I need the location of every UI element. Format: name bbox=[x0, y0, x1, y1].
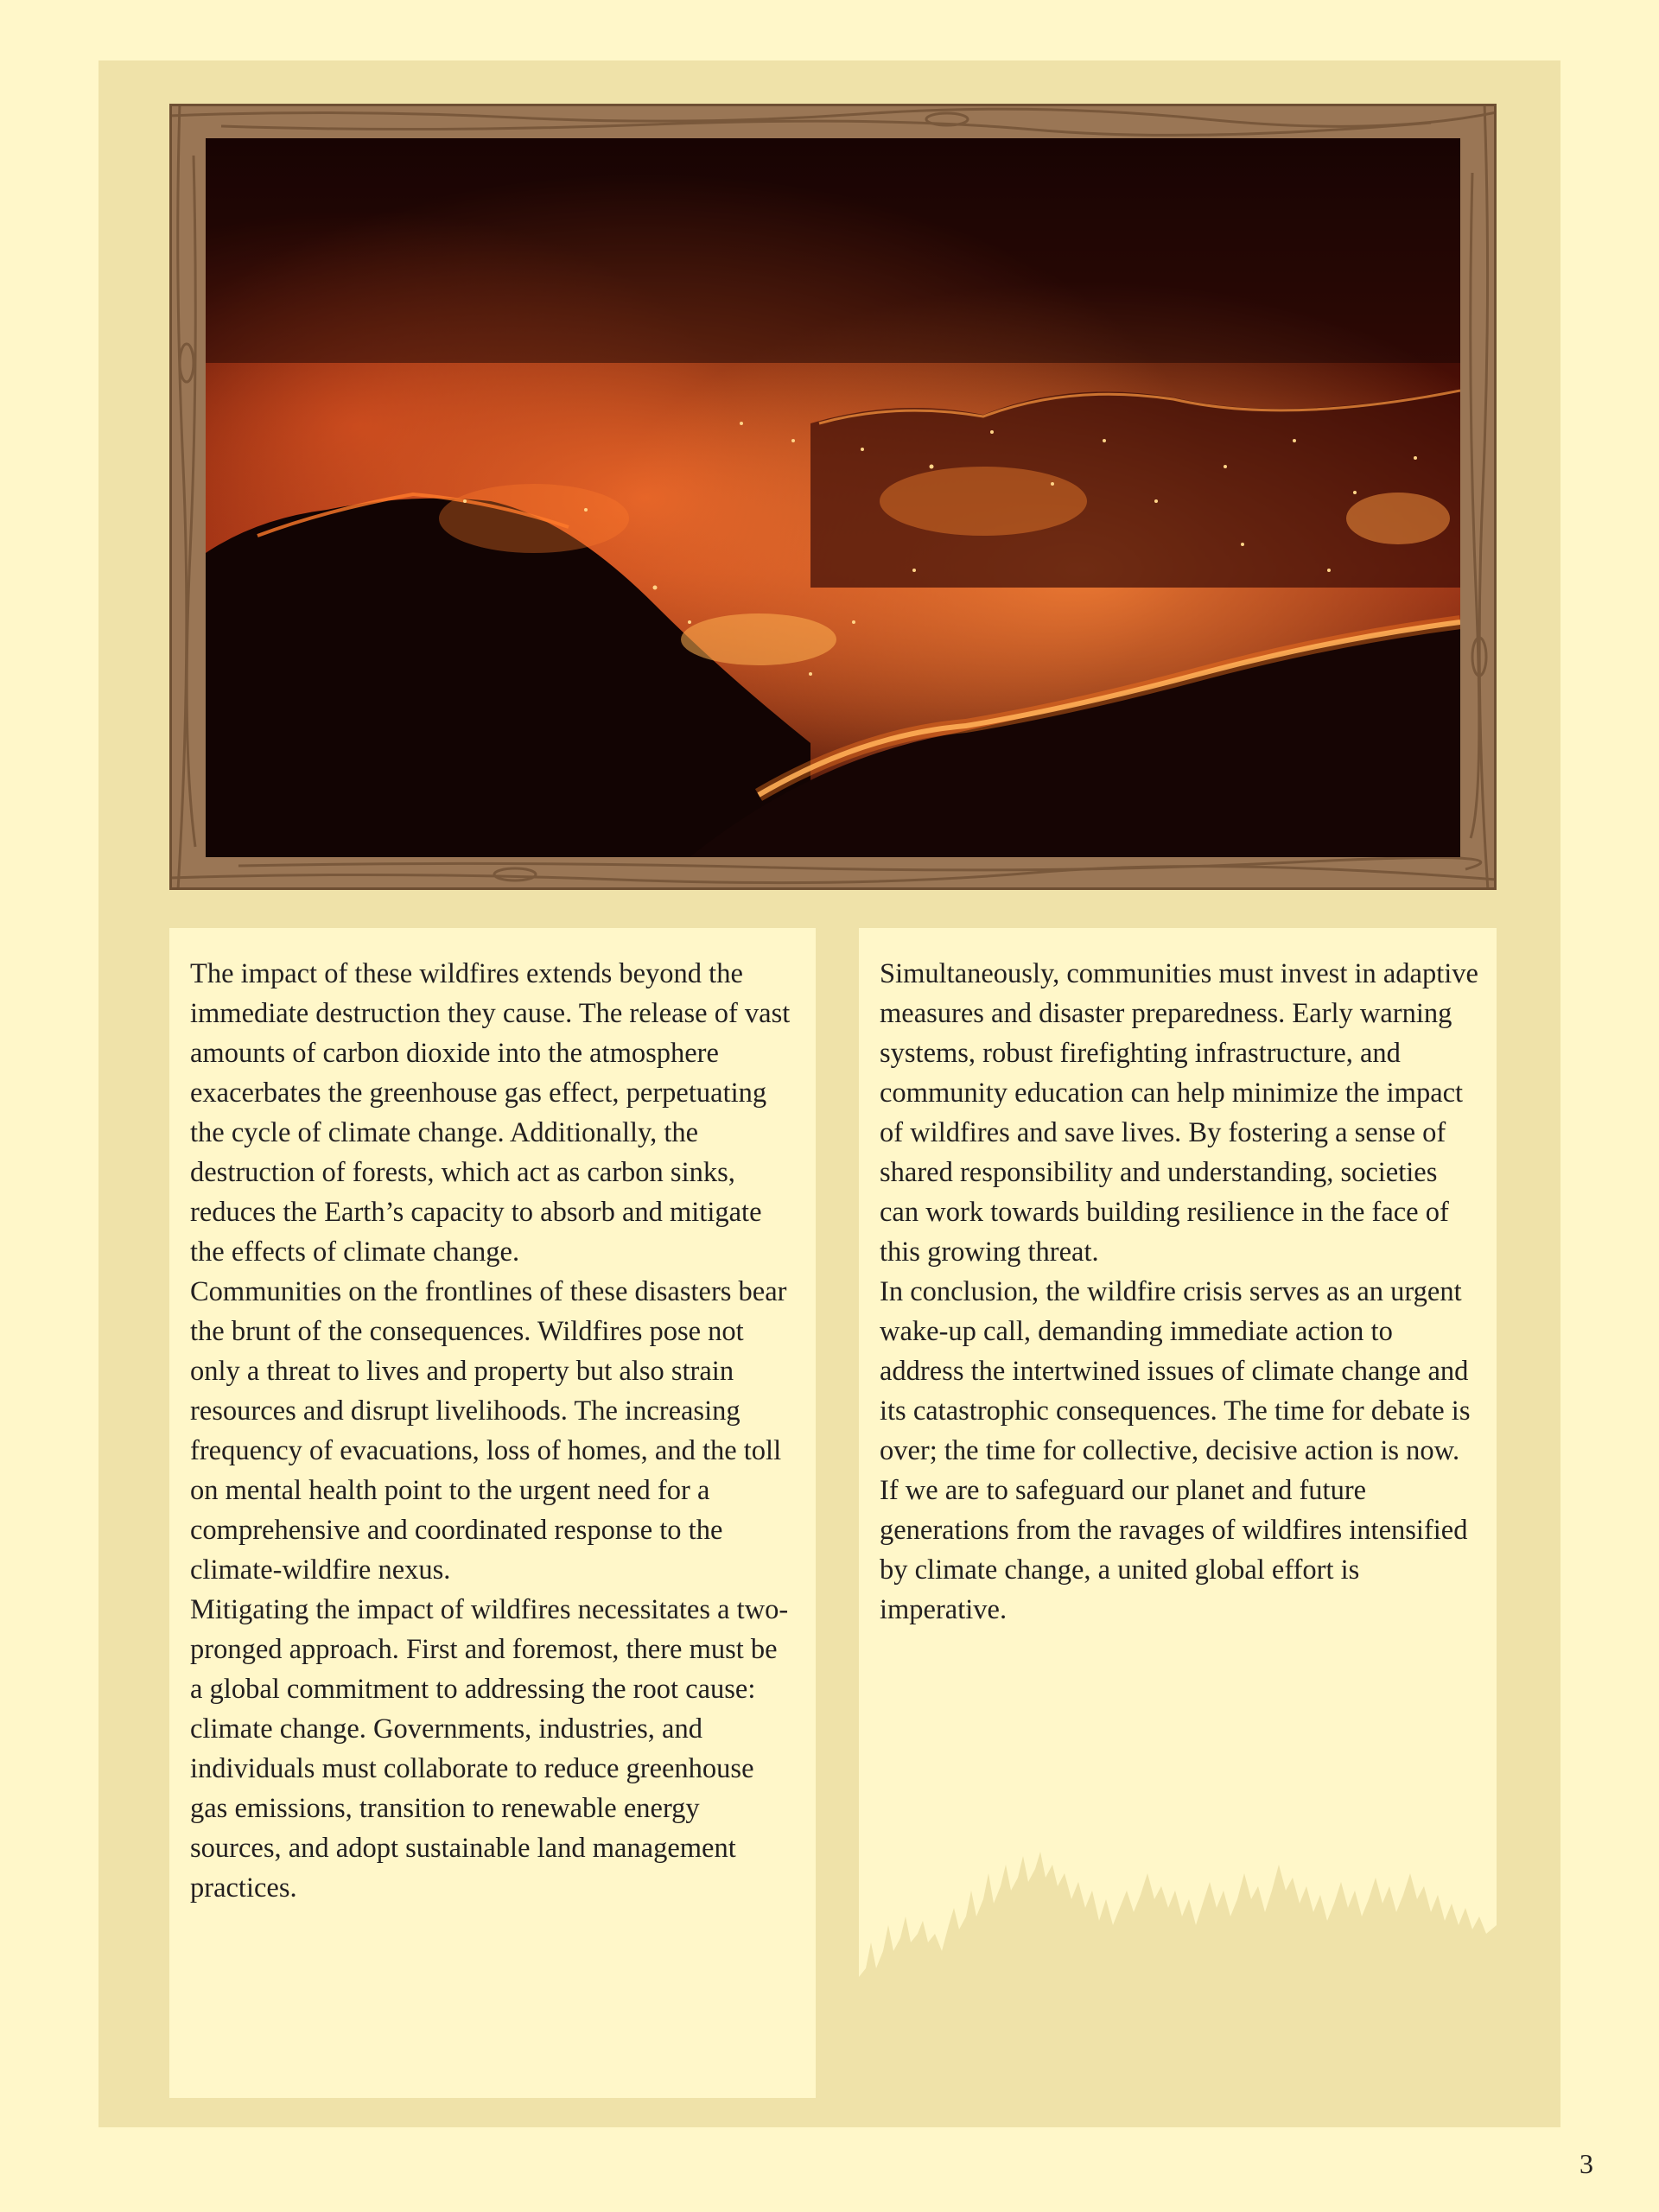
article-paragraph: Communities on the frontlines of these disasters bear the brunt of the consequences. Wildfires pose not only a threat to lives and property but also strain resources and disrupt livelihoods. The increasing frequency of evacuations, loss of homes, and the toll on mental health point to the urgent need for a comprehensive and coordinated response to the climate-wildfire nexus. bbox=[190, 1276, 787, 1586]
article-paragraph: In conclusion, the wildfire crisis serves as an urgent wake-up call, demanding immediate action to address the intertwined issues of climate change and its catastrophic consequences. The time for debate is over; the time for collective, decisive action is now. If we are to safeguard our planet and future generations from the ravages of wildfires intensified by climate change, a united global effort is imperative. bbox=[880, 1276, 1471, 1625]
article-column-right bbox=[859, 928, 1497, 2098]
forest-silhouette-decoration bbox=[859, 1839, 1497, 2098]
article-paragraph: The impact of these wildfires extends beyond the immediate destruction they cause. The release of vast amounts of carbon dioxide into the atmosphere exacerbates the greenhouse gas effect, perpetuating the cycle of climate change. Additionally, the destruction of forests, which act as carbon sinks, reduces the Earth’s capacity to absorb and mitigate the effects of climate change. bbox=[190, 958, 791, 1268]
article-paragraph: Mitigating the impact of wildfires necessitates a two-pronged approach. First and foremost, there must be a global commitment to addressing the root cause: climate change. Governments, industries, and individuals must collaborate to reduce greenhouse gas emissions, transition to renewable energy sources, and adopt sustainable land management practices. bbox=[190, 1594, 789, 1904]
page-number: 3 bbox=[1580, 2148, 1593, 2179]
wildfire-photo bbox=[206, 138, 1460, 857]
wooden-photo-frame bbox=[169, 104, 1497, 890]
article-column-left bbox=[169, 928, 816, 2098]
article-paragraph: Simultaneously, communities must invest in adaptive measures and disaster preparedness. Early warning systems, robust firefighting infrastructure, and community education can help minimize the impact of wildfires and save lives. By fostering a sense of shared responsibility and understanding, societies can work towards building resilience in the face of this growing threat. bbox=[880, 958, 1478, 1268]
